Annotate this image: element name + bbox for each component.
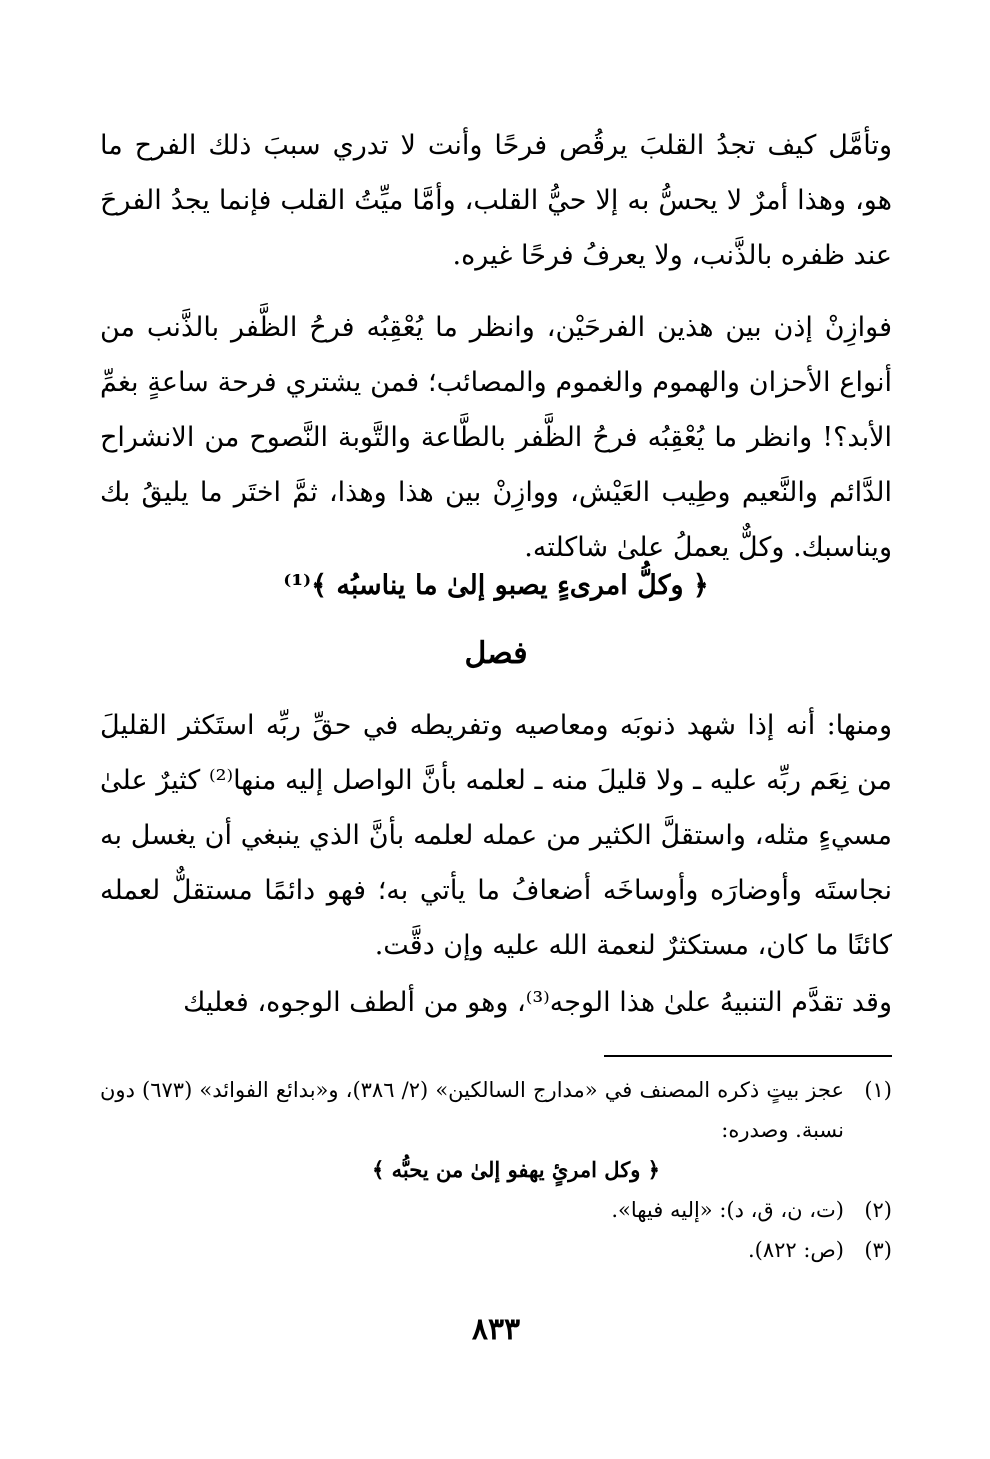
- paragraph-2-text: فوازِنْ إذن بين هذين الفرحَيْن، وانظر ما يُعْقِبُه فرحُ الظَّفر بالذَّنب من أنواع الأحزان والهموم والغموم والمصائب؛ فمن يشتري فرحة ساعةٍ بغمِّ الأبد؟! وانظر ما يُعْقِبُه فرحُ الظَّفر بالطَّاعة والتَّوبة النَّصوح من الانشراح الدَّائم والنَّعيم وطِيب العَيْش، ووازِنْ بين هذا وهذا، ثمَّ اختَر ما يليقُ بك ويناسبك. وكلٌّ يعملُ علىٰ شاكلته.: [100, 312, 892, 563]
- paragraph-1-text: وتأمَّل كيف تجدُ القلبَ يرقُص فرحًا وأنت لا تدري سببَ ذلك الفرح ما هو، وهذا أمرٌ لا يحسُّ به إلا حيُّ القلب، وأمَّا ميِّتُ القلب فإنما يجدُ الفرحَ عند ظفره بالذَّنب، ولا يعرفُ فرحًا غيره.: [100, 130, 892, 271]
- footnote-text: (ت، ن، ق، د): «إليه فيها».: [611, 1198, 844, 1222]
- footnote-2: [100, 1190, 892, 1230]
- footnote-text: (ص: ٨٢٢).: [747, 1238, 844, 1262]
- paragraph-3-text: ومنها: أنه إذا شهد ذنوبَه ومعاصيه وتفريطه في حقِّ ربِّه استَكثر القليلَ من نِعَم ربِّه عليه ـ ولا قليلَ منه ـ لعلمه بأنَّ الواصل إليه منها⁽²⁾ كثيرٌ علىٰ مسيءٍ مثله، واستقلَّ الكثير من عمله لعلمه بأنَّ الذي ينبغي أن يغسل به نجاستَه وأوضارَه وأوساخَه أضعافُ ما يأتي به؛ فهو دائمًا مستقلٌّ لعمله كائنًا ما كان، مستكثرٌ لنعمة الله عليه وإن دقَّت.: [100, 710, 892, 961]
- paragraph-4-text: وقد تقدَّم التنبيهُ علىٰ هذا الوجه⁽³⁾، وهو من ألطف الوجوه، فعليك: [183, 987, 892, 1018]
- footnote-marker: (٣): [864, 1238, 892, 1262]
- paragraph-3: [100, 698, 892, 985]
- footnote-3: [100, 1230, 892, 1270]
- verse-line: ﴿ وكلُّ امرىءٍ يصبو إلىٰ ما يناسبُه ﴾⁽¹⁾: [283, 570, 709, 601]
- footnote-marker: (١): [864, 1078, 892, 1102]
- page-number: ٨٣٣: [471, 1312, 521, 1347]
- footnote-text: عجز بيتٍ ذكره المصنف في «مدارج السالكين» (٢/ ٣٨٦)، و«بدائع الفوائد» (٦٧٣) دون نسبة. وصدره:: [100, 1078, 844, 1142]
- footnote-verse: ﴿ وكل امرئٍ يهفو إلىٰ من يحبُّه ﴾: [372, 1157, 660, 1182]
- footnote-1: [100, 1070, 892, 1150]
- footnote-separator: [604, 1055, 892, 1057]
- footnotes: [100, 1070, 892, 1270]
- paragraph-4: [100, 975, 892, 1042]
- section-heading: فصل: [464, 636, 528, 671]
- paragraph-1: [100, 118, 892, 295]
- footnote-marker: (٢): [864, 1198, 892, 1222]
- paragraph-2: [100, 300, 892, 587]
